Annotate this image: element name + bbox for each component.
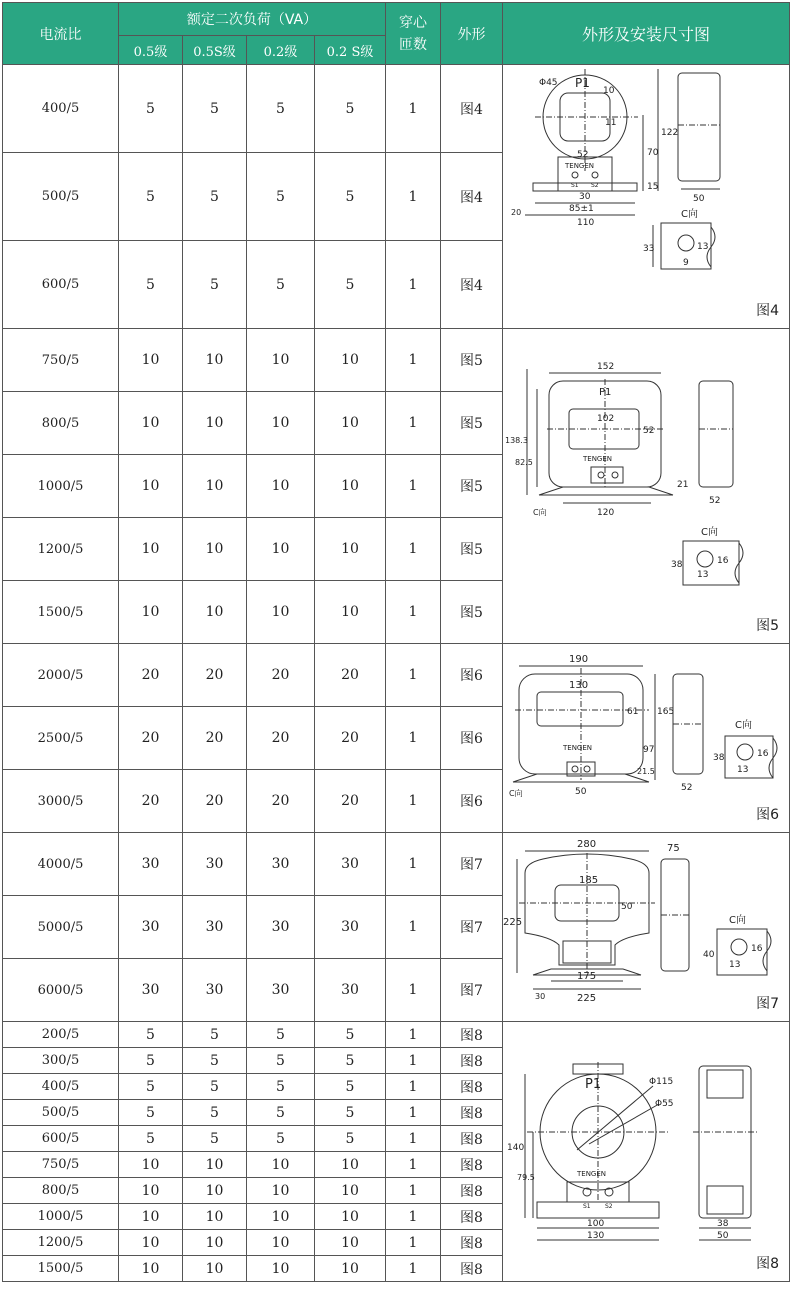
- cell-c02: 5: [247, 241, 315, 329]
- fig5-cdir2: C向: [701, 527, 718, 538]
- cell-c02: 30: [247, 959, 315, 1022]
- cell-shape: 图4: [441, 153, 503, 241]
- fig4-d33: 33: [643, 244, 655, 254]
- fig7-d13: 13: [729, 960, 741, 970]
- cell-shape: 图5: [441, 518, 503, 581]
- cell-c05s: 10: [183, 1178, 247, 1204]
- cell-shape: 图5: [441, 392, 503, 455]
- cell-turns: 1: [386, 1074, 441, 1100]
- cell-ratio: 6000/5: [3, 959, 119, 1022]
- fig4-dia: Φ45: [539, 78, 558, 88]
- cell-c02: 10: [247, 1256, 315, 1282]
- cell-c02s: 10: [315, 329, 386, 392]
- fig4-p1: P1: [575, 76, 590, 90]
- cell-c02s: 30: [315, 896, 386, 959]
- cell-shape: 图8: [441, 1074, 503, 1100]
- cell-c05s: 10: [183, 392, 247, 455]
- cell-ratio: 4000/5: [3, 833, 119, 896]
- cell-c02: 5: [247, 153, 315, 241]
- cell-c05: 5: [119, 153, 183, 241]
- fig6-d13: 13: [737, 765, 749, 775]
- fig4-d9: 9: [683, 258, 689, 268]
- fig8-label: 图8: [756, 1256, 780, 1272]
- cell-c05: 30: [119, 833, 183, 896]
- drawing-fig6: [503, 644, 790, 833]
- cell-c05: 5: [119, 241, 183, 329]
- fig4-d15: 15: [647, 182, 659, 192]
- fig7-d40: 40: [703, 950, 715, 960]
- cell-c02: 5: [247, 1126, 315, 1152]
- fig7-cdir: C向: [729, 915, 746, 926]
- fig7-d30: 30: [535, 992, 546, 1001]
- fig5-d52: 52: [643, 426, 655, 436]
- cell-c02s: 10: [315, 1230, 386, 1256]
- header-class-05: 0.5级: [119, 36, 183, 65]
- fig6-d165: 165: [657, 707, 675, 717]
- cell-ratio: 1500/5: [3, 1256, 119, 1282]
- cell-ratio: 750/5: [3, 1152, 119, 1178]
- fig7-d175: 175: [577, 971, 597, 982]
- fig5-d120: 120: [597, 508, 615, 518]
- fig6-label: 图6: [756, 807, 780, 823]
- cell-turns: 1: [386, 392, 441, 455]
- cell-ratio: 500/5: [3, 1100, 119, 1126]
- cell-ratio: 600/5: [3, 1126, 119, 1152]
- fig4-drawing: [503, 65, 788, 327]
- cell-c05: 20: [119, 770, 183, 833]
- cell-ratio: 1500/5: [3, 581, 119, 644]
- cell-shape: 图6: [441, 770, 503, 833]
- cell-turns: 1: [386, 241, 441, 329]
- fig6-d38: 38: [713, 753, 725, 763]
- cell-c05: 10: [119, 329, 183, 392]
- cell-turns: 1: [386, 1178, 441, 1204]
- fig8-drawing: [503, 1022, 788, 1280]
- fig7-drawing: [503, 833, 788, 1020]
- cell-c02s: 10: [315, 1178, 386, 1204]
- cell-turns: 1: [386, 1100, 441, 1126]
- cell-turns: 1: [386, 959, 441, 1022]
- fig5-d16: 16: [717, 556, 729, 566]
- cell-c02s: 5: [315, 241, 386, 329]
- cell-c02s: 30: [315, 959, 386, 1022]
- cell-c02: 30: [247, 896, 315, 959]
- fig4-d13: 13: [697, 242, 709, 252]
- cell-c05: 10: [119, 1256, 183, 1282]
- cell-c02s: 10: [315, 1152, 386, 1178]
- cell-c05: 10: [119, 1204, 183, 1230]
- cell-shape: 图7: [441, 959, 503, 1022]
- cell-c05: 5: [119, 65, 183, 153]
- cell-ratio: 1200/5: [3, 518, 119, 581]
- cell-ratio: 5000/5: [3, 896, 119, 959]
- cell-shape: 图8: [441, 1204, 503, 1230]
- cell-turns: 1: [386, 518, 441, 581]
- cell-turns: 1: [386, 1230, 441, 1256]
- cell-c05s: 5: [183, 153, 247, 241]
- drawing-fig7: [503, 833, 790, 1022]
- cell-c05: 5: [119, 1126, 183, 1152]
- cell-shape: 图6: [441, 644, 503, 707]
- fig4-d10: 10: [603, 86, 615, 96]
- cell-c05s: 30: [183, 959, 247, 1022]
- cell-c02: 10: [247, 1152, 315, 1178]
- fig6-brand: TENGEN: [563, 744, 593, 752]
- cell-shape: 图8: [441, 1152, 503, 1178]
- cell-c02: 5: [247, 1048, 315, 1074]
- fig6-d97: 97: [643, 745, 655, 755]
- cell-c05: 5: [119, 1100, 183, 1126]
- cell-ratio: 500/5: [3, 153, 119, 241]
- fig8-d115: Φ115: [649, 1077, 674, 1087]
- header-class-02: 0.2级: [247, 36, 315, 65]
- fig4-label: 图4: [756, 303, 780, 319]
- cell-c02: 10: [247, 455, 315, 518]
- cell-c02: 30: [247, 833, 315, 896]
- cell-c02: 5: [247, 1100, 315, 1126]
- cell-c02: 10: [247, 1204, 315, 1230]
- fig7-d16: 16: [751, 944, 763, 954]
- cell-c05s: 5: [183, 65, 247, 153]
- cell-c05: 10: [119, 1230, 183, 1256]
- cell-c05s: 10: [183, 1256, 247, 1282]
- cell-c05s: 10: [183, 581, 247, 644]
- cell-c02s: 5: [315, 1022, 386, 1048]
- fig4-d122: 122: [661, 128, 679, 138]
- cell-turns: 1: [386, 707, 441, 770]
- cell-c05s: 20: [183, 707, 247, 770]
- cell-c02s: 5: [315, 1126, 386, 1152]
- cell-c05s: 5: [183, 1022, 247, 1048]
- cell-c02s: 10: [315, 518, 386, 581]
- fig6-d130: 130: [569, 680, 589, 691]
- cell-turns: 1: [386, 1048, 441, 1074]
- fig8-s1: S1: [583, 1203, 591, 1210]
- cell-shape: 图6: [441, 707, 503, 770]
- fig7-d75: 75: [667, 843, 680, 854]
- cell-ratio: 800/5: [3, 392, 119, 455]
- ct-spec-table: [2, 2, 790, 1282]
- fig8-d140: 140: [507, 1143, 525, 1153]
- fig8-d795: 79.5: [517, 1173, 535, 1182]
- cell-c02s: 10: [315, 392, 386, 455]
- fig4-d11: 11: [605, 118, 617, 128]
- cell-ratio: 1200/5: [3, 1230, 119, 1256]
- cell-c05s: 30: [183, 896, 247, 959]
- fig4-d70: 70: [647, 148, 659, 158]
- cell-c02: 10: [247, 392, 315, 455]
- cell-c05: 20: [119, 644, 183, 707]
- fig5-d825: 82.5: [515, 458, 533, 467]
- header-burden: 额定二次负荷（VA）: [119, 3, 386, 36]
- fig6-d52: 52: [681, 783, 693, 793]
- fig5-label: 图5: [756, 618, 780, 634]
- cell-shape: 图7: [441, 833, 503, 896]
- cell-c02s: 10: [315, 455, 386, 518]
- fig5-d102: 102: [597, 414, 615, 424]
- fig5-p1: P1: [599, 387, 612, 398]
- cell-shape: 图5: [441, 329, 503, 392]
- fig4-brand: TENGEN: [565, 162, 595, 170]
- cell-c05s: 10: [183, 1230, 247, 1256]
- cell-c05s: 10: [183, 455, 247, 518]
- cell-c05s: 10: [183, 1152, 247, 1178]
- drawing-fig8: [503, 1022, 790, 1282]
- cell-shape: 图8: [441, 1048, 503, 1074]
- cell-ratio: 2000/5: [3, 644, 119, 707]
- cell-ratio: 200/5: [3, 1022, 119, 1048]
- cell-turns: 1: [386, 329, 441, 392]
- fig5-d13: 13: [697, 570, 709, 580]
- fig5-d52b: 52: [709, 496, 721, 506]
- fig7-d280: 280: [577, 839, 597, 850]
- cell-c05: 30: [119, 959, 183, 1022]
- fig7-d225b: 225: [577, 993, 597, 1004]
- cell-c02s: 10: [315, 1256, 386, 1282]
- fig8-p1: P1: [585, 1077, 602, 1092]
- fig5-d152: 152: [597, 362, 615, 372]
- header-ratio: 电流比: [3, 3, 119, 65]
- cell-c02s: 10: [315, 1204, 386, 1230]
- cell-c05: 10: [119, 581, 183, 644]
- cell-c02: 5: [247, 1074, 315, 1100]
- cell-ratio: 400/5: [3, 1074, 119, 1100]
- fig6-drawing: [503, 644, 788, 831]
- fig5-drawing: [503, 329, 788, 642]
- cell-c05: 10: [119, 1152, 183, 1178]
- fig5-brand: TENGEN: [583, 455, 613, 463]
- cell-c05s: 5: [183, 241, 247, 329]
- header-class-05s: 0.5S级: [183, 36, 247, 65]
- cell-c05s: 20: [183, 644, 247, 707]
- cell-turns: 1: [386, 581, 441, 644]
- cell-turns: 1: [386, 153, 441, 241]
- cell-c05: 10: [119, 1178, 183, 1204]
- cell-turns: 1: [386, 770, 441, 833]
- fig6-d215: 21.5: [637, 767, 655, 776]
- drawing-fig4: [503, 65, 790, 329]
- cell-c05: 10: [119, 455, 183, 518]
- cell-shape: 图4: [441, 65, 503, 153]
- cell-ratio: 1000/5: [3, 1204, 119, 1230]
- cell-ratio: 800/5: [3, 1178, 119, 1204]
- cell-c05s: 5: [183, 1074, 247, 1100]
- cell-c05: 20: [119, 707, 183, 770]
- cell-c05: 5: [119, 1048, 183, 1074]
- cell-ratio: 2500/5: [3, 707, 119, 770]
- fig5-d21: 21: [677, 480, 689, 490]
- cell-turns: 1: [386, 1204, 441, 1230]
- fig7-d225: 225: [503, 917, 523, 928]
- cell-shape: 图8: [441, 1022, 503, 1048]
- fig6-d61: 61: [627, 707, 639, 717]
- cell-ratio: 400/5: [3, 65, 119, 153]
- cell-turns: 1: [386, 1022, 441, 1048]
- cell-shape: 图5: [441, 581, 503, 644]
- cell-c02: 20: [247, 770, 315, 833]
- fig4-s2: S2: [591, 182, 599, 189]
- cell-turns: 1: [386, 896, 441, 959]
- cell-turns: 1: [386, 1256, 441, 1282]
- cell-c05s: 10: [183, 518, 247, 581]
- cell-c02s: 5: [315, 65, 386, 153]
- cell-c02: 20: [247, 707, 315, 770]
- cell-c05s: 10: [183, 1204, 247, 1230]
- cell-c02s: 30: [315, 833, 386, 896]
- fig8-brand: TENGEN: [577, 1170, 607, 1178]
- header-class-02s: 0.2 S级: [315, 36, 386, 65]
- cell-ratio: 300/5: [3, 1048, 119, 1074]
- cell-shape: 图5: [441, 455, 503, 518]
- cell-c05s: 10: [183, 329, 247, 392]
- cell-c02s: 5: [315, 1074, 386, 1100]
- cell-c02: 5: [247, 65, 315, 153]
- cell-c05s: 5: [183, 1126, 247, 1152]
- cell-c02s: 20: [315, 707, 386, 770]
- cell-c02s: 20: [315, 644, 386, 707]
- cell-ratio: 1000/5: [3, 455, 119, 518]
- cell-c05: 30: [119, 896, 183, 959]
- fig8-d50: 50: [717, 1231, 729, 1241]
- fig4-d85: 85±1: [569, 204, 594, 214]
- cell-c02: 20: [247, 644, 315, 707]
- cell-shape: 图8: [441, 1256, 503, 1282]
- cell-c05: 10: [119, 392, 183, 455]
- fig6-cdir: C向: [509, 789, 523, 798]
- cell-c05s: 20: [183, 770, 247, 833]
- cell-c02: 10: [247, 329, 315, 392]
- fig5-d38: 38: [671, 560, 683, 570]
- cell-shape: 图8: [441, 1100, 503, 1126]
- fig5-d1383: 138.3: [505, 436, 528, 445]
- cell-ratio: 750/5: [3, 329, 119, 392]
- drawing-fig5: [503, 329, 790, 644]
- fig8-s2: S2: [605, 1203, 613, 1210]
- cell-c05s: 5: [183, 1100, 247, 1126]
- header-shape: 外形: [441, 3, 503, 65]
- cell-turns: 1: [386, 1152, 441, 1178]
- cell-shape: 图7: [441, 896, 503, 959]
- cell-shape: 图8: [441, 1178, 503, 1204]
- fig7-label: 图7: [756, 996, 780, 1012]
- cell-turns: 1: [386, 644, 441, 707]
- header-turns: 穿心匝数: [386, 3, 441, 65]
- cell-c02: 10: [247, 518, 315, 581]
- fig4-d52: 52: [577, 150, 589, 160]
- cell-ratio: 3000/5: [3, 770, 119, 833]
- fig6-d50: 50: [575, 787, 587, 797]
- cell-c02: 10: [247, 581, 315, 644]
- fig6-cdir2: C向: [735, 720, 752, 731]
- cell-c02s: 5: [315, 1048, 386, 1074]
- fig5-cdir: C向: [533, 508, 547, 517]
- cell-c02s: 10: [315, 581, 386, 644]
- cell-turns: 1: [386, 65, 441, 153]
- fig4-d30: 30: [579, 192, 591, 202]
- cell-c02: 5: [247, 1022, 315, 1048]
- fig8-d100: 100: [587, 1219, 605, 1229]
- cell-turns: 1: [386, 833, 441, 896]
- fig7-d185: 185: [579, 875, 599, 886]
- cell-shape: 图4: [441, 241, 503, 329]
- cell-c02: 10: [247, 1230, 315, 1256]
- header-drawing: 外形及安装尺寸图: [503, 3, 790, 65]
- cell-c05: 5: [119, 1074, 183, 1100]
- cell-c02: 10: [247, 1178, 315, 1204]
- cell-c02s: 5: [315, 1100, 386, 1126]
- cell-shape: 图8: [441, 1230, 503, 1256]
- fig4-cdir: C向: [681, 209, 698, 220]
- cell-c05s: 5: [183, 1048, 247, 1074]
- fig8-d130: 130: [587, 1231, 605, 1241]
- cell-c02s: 20: [315, 770, 386, 833]
- cell-turns: 1: [386, 455, 441, 518]
- cell-c05: 5: [119, 1022, 183, 1048]
- cell-c02s: 5: [315, 153, 386, 241]
- cell-shape: 图8: [441, 1126, 503, 1152]
- fig8-d55: Φ55: [655, 1099, 674, 1109]
- fig6-d190: 190: [569, 654, 589, 665]
- fig4-d50: 50: [693, 194, 705, 204]
- fig4-d20: 20: [511, 208, 522, 217]
- cell-ratio: 600/5: [3, 241, 119, 329]
- fig6-d16: 16: [757, 749, 769, 759]
- fig8-d38: 38: [717, 1219, 729, 1229]
- cell-c05: 10: [119, 518, 183, 581]
- fig4-s1: S1: [571, 182, 579, 189]
- cell-c05s: 30: [183, 833, 247, 896]
- fig7-d50: 50: [621, 902, 633, 912]
- fig4-d110: 110: [577, 218, 595, 228]
- cell-turns: 1: [386, 1126, 441, 1152]
